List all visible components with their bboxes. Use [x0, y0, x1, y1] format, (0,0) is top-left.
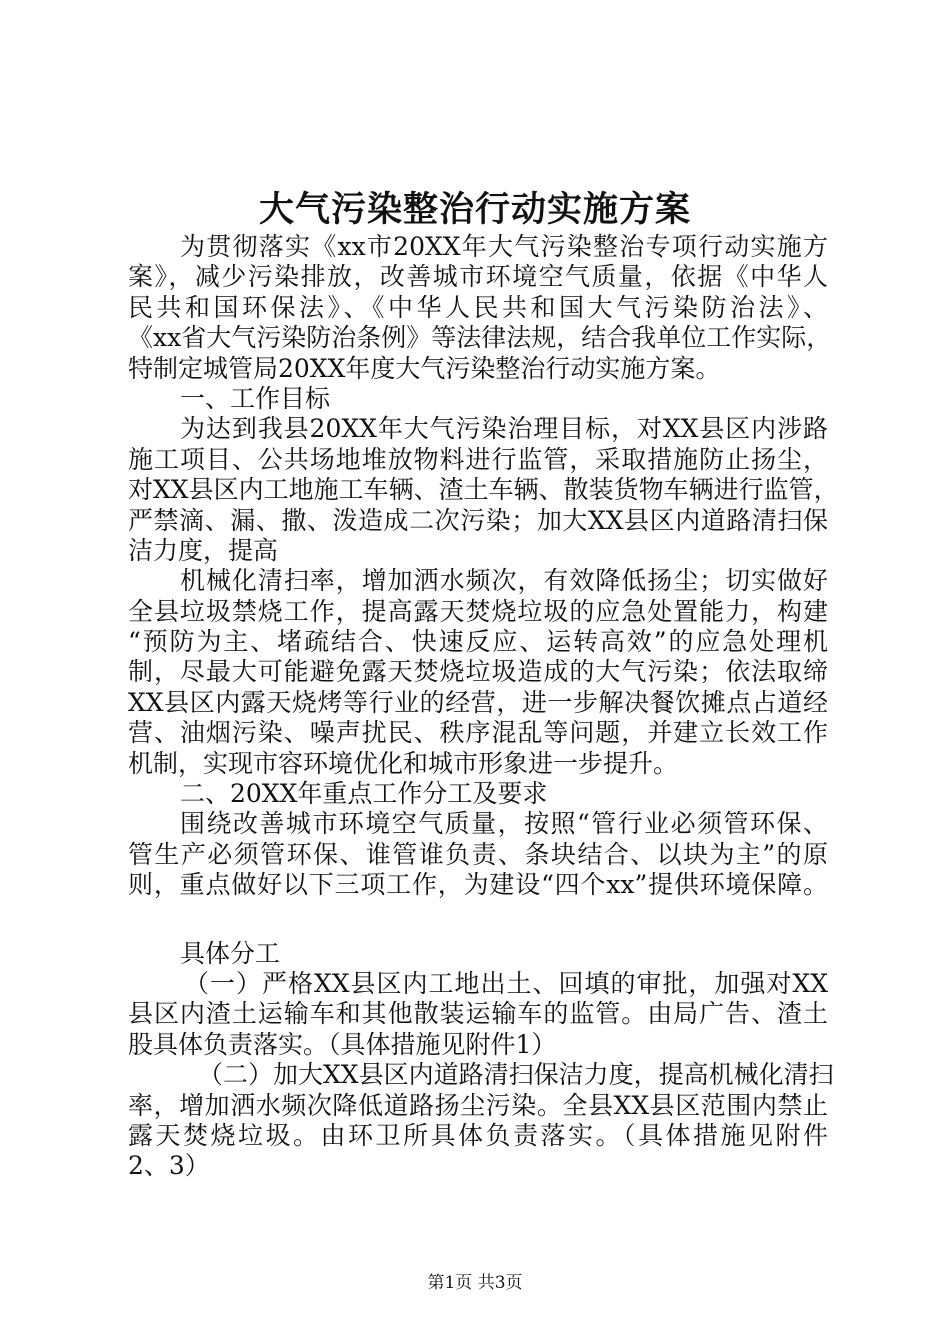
paragraph-line: 民共和国环保法》、《中华人民共和国大气污染防治法》、	[128, 292, 828, 322]
paragraph-line: 2、3）	[128, 1151, 210, 1181]
paragraph-line: 全县垃圾禁烧工作，提高露天焚烧垃圾的应急处置能力，构建	[128, 596, 828, 626]
paragraph-line: 围绕改善城市环境空气质量，按照“管行业必须管环保、	[180, 809, 828, 839]
paragraph-line: 营、油烟污染、噪声扰民、秩序混乱等问题，并建立长效工作	[128, 718, 828, 748]
paragraph-line: 施工项目、公共场地堆放物料进行监管，采取措施防止扬尘，	[128, 444, 828, 474]
paragraph-line: 机制，实现市容环境优化和城市形象进一步提升。	[128, 748, 679, 778]
paragraph-line: 管生产必须管环保、谁管谁负责、条块结合、以块为主”的原	[128, 839, 828, 869]
paragraph-line: 洁力度，提高	[128, 535, 279, 565]
document-body	[128, 232, 839, 1182]
paragraph-line: 为贯彻落实《xx市20XX年大气污染整治专项行动实施方	[180, 232, 828, 261]
document-title: 大气污染整治行动实施方案	[258, 189, 691, 230]
paragraph-line: 严禁滴、漏、撒、泼造成二次污染；加大XX县区内道路清扫保	[128, 505, 828, 535]
section-heading: 二、20XX年重点工作分工及要求	[180, 779, 548, 809]
paragraph-line: “预防为主、堵疏结合、快速反应、运转高效”的应急处理机	[128, 627, 828, 657]
blank-line	[128, 901, 828, 939]
paragraph-line: 机械化清扫率，增加洒水频次，有效降低扬尘；切实做好	[180, 566, 828, 596]
paragraph-line: XX县区内露天烧烤等行业的经营，进一步解决餐饮摊点占道经	[128, 687, 828, 717]
paragraph-line: （一）严格XX县区内工地出土、回填的审批，加强对XX	[184, 968, 828, 998]
paragraph-line: 为达到我县20XX年大气污染治理目标，对XX县区内涉路	[180, 414, 828, 444]
paragraph-line: 股具体负责落实。（具体措施见附件1）	[128, 1029, 557, 1059]
subsection-heading: 具体分工	[180, 938, 281, 968]
paragraph-line: 对XX县区内工地施工车辆、渣土车辆、散装货物车辆进行监管，	[128, 475, 839, 505]
paragraph-line: 特制定城管局20XX年度大气污染整治行动实施方案。	[128, 353, 721, 383]
section-heading: 一、工作目标	[180, 383, 331, 413]
paragraph-line: 率，增加洒水频次降低道路扬尘污染。全县XX县区范围内禁止	[128, 1090, 828, 1120]
paragraph-line: 县区内渣土运输车和其他散装运输车的监管。由局广告、渣土	[128, 999, 828, 1029]
page-footer: 第1页 共3页	[427, 1273, 523, 1293]
paragraph-line: 露天焚烧垃圾。由环卫所具体负责落实。（具体措施见附件	[128, 1120, 828, 1150]
paragraph-line: （二）加大XX县区内道路清扫保洁力度，提高机械化清扫	[198, 1060, 834, 1090]
paragraph-line: 制，尽最大可能避免露天焚烧垃圾造成的大气污染；依法取缔	[128, 657, 828, 687]
paragraph-line: 则，重点做好以下三项工作，为建设“四个xx”提供环境保障。	[128, 870, 828, 900]
paragraph-line: 案》，减少污染排放，改善城市环境空气质量，依据《中华人	[128, 262, 828, 292]
paragraph-line: 《xx省大气污染防治条例》等法律法规，结合我单位工作实际，	[128, 323, 832, 353]
